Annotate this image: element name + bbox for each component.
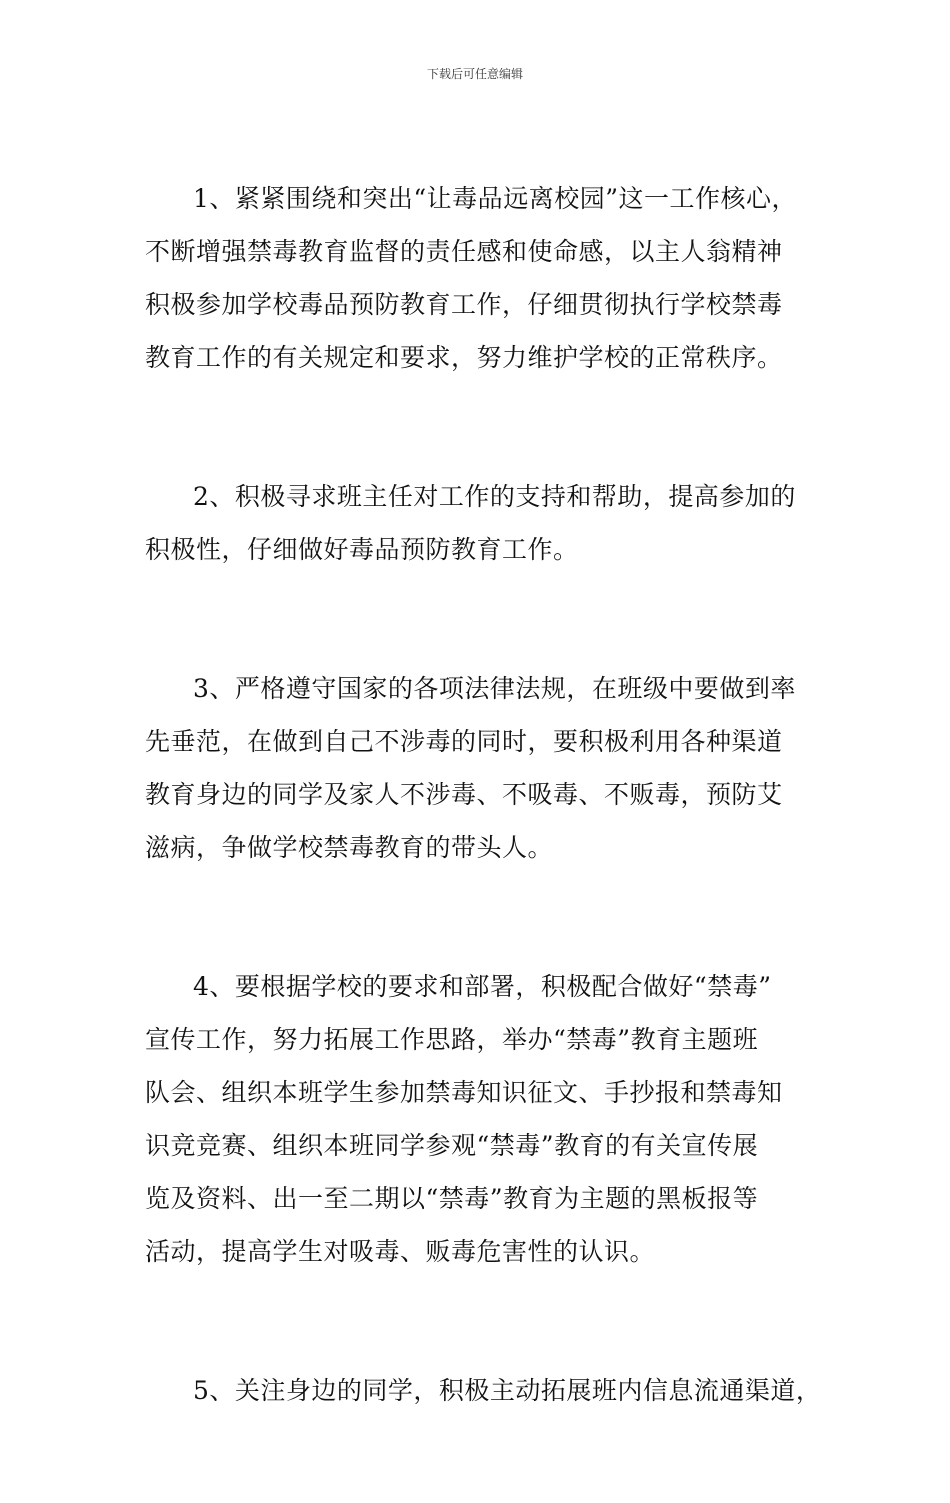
paragraph-4	[145, 960, 835, 1278]
paragraph-line: 5、关注身边的同学，积极主动拓展班内信息流通渠道，	[193, 1376, 822, 1405]
paragraph-line: 3、严格遵守国家的各项法律法规，在班级中要做到率	[193, 674, 796, 703]
paragraph-line: 活动，提高学生对吸毒、贩毒危害性的认识。	[145, 1237, 656, 1266]
paragraph-1	[145, 172, 835, 384]
document-body	[145, 172, 835, 1503]
paragraph-line: 教育身边的同学及家人不涉毒、不吸毒、不贩毒，预防艾	[145, 780, 783, 809]
paragraph-line: 队会、组织本班学生参加禁毒知识征文、手抄报和禁毒知	[145, 1078, 783, 1107]
paragraph-line: 先垂范，在做到自己不涉毒的同时，要积极利用各种渠道	[145, 727, 783, 756]
paragraph-line: 积极参加学校毒品预防教育工作，仔细贯彻执行学校禁毒	[145, 290, 783, 319]
paragraph-line: 览及资料、出一至二期以“禁毒”教育为主题的黑板报等	[145, 1184, 759, 1213]
paragraph-line: 4、要根据学校的要求和部署，积极配合做好“禁毒”	[193, 972, 772, 1001]
paragraph-line: 积极性，仔细做好毒品预防教育工作。	[145, 535, 579, 564]
paragraph-line: 宣传工作，努力拓展工作思路，举办“禁毒”教育主题班	[145, 1025, 759, 1054]
paragraph-line: 识竞竞赛、组织本班同学参观“禁毒”教育的有关宣传展	[145, 1131, 759, 1160]
paragraph-line: 2、积极寻求班主任对工作的支持和帮助，提高参加的	[193, 482, 796, 511]
page-header: 下载后可任意编辑	[426, 67, 523, 81]
paragraph-5	[145, 1364, 835, 1417]
paragraph-line: 滋病，争做学校禁毒教育的带头人。	[145, 833, 554, 862]
paragraph-line: 1、紧紧围绕和突出“让毒品远离校园”这一工作核心，	[193, 184, 797, 213]
paragraph-3	[145, 662, 835, 874]
paragraph-2	[145, 470, 835, 576]
paragraph-line: 不断增强禁毒教育监督的责任感和使命感，以主人翁精神	[145, 237, 783, 266]
paragraph-line: 教育工作的有关规定和要求，努力维护学校的正常秩序。	[145, 343, 783, 372]
